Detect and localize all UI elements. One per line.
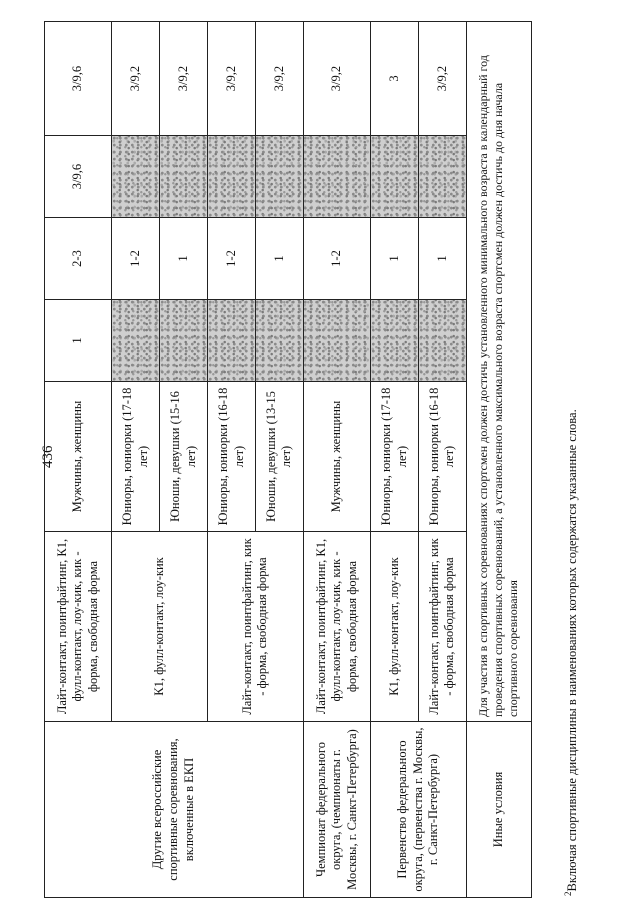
- category-cell: Юниоры, юниорки (17-18 лет): [112, 382, 160, 532]
- other-conditions-label: Иные условия: [466, 722, 531, 898]
- col-3-9-2-cell: 3/9,2: [255, 22, 303, 136]
- discipline-cell: Лайт-контакт, поинтфайтинг, К1, фулл-контакт, лоу-кик, кик - форма, свободная форма: [45, 532, 112, 722]
- table-row: [303, 22, 370, 898]
- footnote: [563, 409, 580, 896]
- place-2-3-cell: 1-2: [112, 218, 160, 300]
- col-3-9-2-cell: 3/9,2: [208, 22, 256, 136]
- footnote-mark: 2: [563, 891, 573, 896]
- place-2-3-cell: 1: [371, 218, 419, 300]
- col-3-9-2-cell: 3/9,2: [160, 22, 208, 136]
- discipline-cell: Лайт-контакт, поинтфайтинг, кик - форма, свободная форма: [419, 532, 467, 722]
- category-cell: Юниоры, юниорки (16-18 лет): [208, 382, 256, 532]
- empty-shaded-cell: [160, 136, 208, 218]
- col-3-9-2-cell: 3/9,2: [112, 22, 160, 136]
- empty-shaded-cell: [160, 300, 208, 382]
- empty-shaded-cell: [255, 300, 303, 382]
- empty-shaded-cell: [208, 300, 256, 382]
- empty-shaded-cell: [303, 136, 370, 218]
- requirements-table: [44, 21, 532, 898]
- empty-shaded-cell: [112, 300, 160, 382]
- event-cell: Первенство федерального округа, (первенства г. Москвы, г. Санкт-Петербурга): [371, 722, 467, 898]
- table-row: [45, 22, 112, 898]
- category-cell: Мужчины, женщины: [45, 382, 112, 532]
- event-cell: Другие всероссийские спортивные соревнования, включенные в ЕКП: [45, 722, 304, 898]
- empty-shaded-cell: [419, 300, 467, 382]
- col-3-9-2-cell: 3/9,2: [303, 22, 370, 136]
- empty-shaded-cell: [371, 300, 419, 382]
- empty-shaded-cell: [112, 136, 160, 218]
- empty-shaded-cell: [208, 136, 256, 218]
- category-cell: Юноши, девушки (15-16 лет): [160, 382, 208, 532]
- empty-shaded-cell: [303, 300, 370, 382]
- empty-shaded-cell: [371, 136, 419, 218]
- empty-shaded-cell: [255, 136, 303, 218]
- discipline-cell: Лайт-контакт, поинтфайтинг, К1, фулл-контакт, лоу-кик, кик - форма, свободная форма: [303, 532, 370, 722]
- other-conditions-text: Для участия в спортивных соревнованиях спортсмен должен достичь установленного минимального возраста в календарный год проведения спортивных соревнований, а установленного максимального возраста спортсмен должен достичь до дня начала спортивного соревнования: [466, 22, 531, 722]
- col-3-9-2-cell: 3/9,6: [45, 22, 112, 136]
- col-3-9-2-cell: 3: [371, 22, 419, 136]
- discipline-cell: К1, фулл-контакт, лоу-кик: [112, 532, 208, 722]
- discipline-cell: Лайт-контакт, поинтфайтинг, кик - форма, свободная форма: [208, 532, 304, 722]
- category-cell: Мужчины, женщины: [303, 382, 370, 532]
- place-1-cell: 1: [45, 300, 112, 382]
- place-2-3-cell: 2-3: [45, 218, 112, 300]
- place-2-3-cell: 1-2: [303, 218, 370, 300]
- table-row: [371, 22, 419, 898]
- footnote-text: Включая спортивные дисциплины в наименованиях которых содержатся указанные слова.: [565, 409, 580, 892]
- event-cell: Чемпионат федерального округа, (чемпионаты г. Москвы, г. Санкт-Петербурга): [303, 722, 370, 898]
- col-3-9-6-cell: 3/9,6: [45, 136, 112, 218]
- discipline-cell: К1, фулл-контакт, лоу-кик: [371, 532, 419, 722]
- empty-shaded-cell: [419, 136, 467, 218]
- place-2-3-cell: 1: [160, 218, 208, 300]
- category-cell: Юниоры, юниорки (16-18 лет): [419, 382, 467, 532]
- col-3-9-2-cell: 3/9,2: [419, 22, 467, 136]
- page-number: 436: [40, 445, 56, 468]
- place-2-3-cell: 1: [419, 218, 467, 300]
- table-row: [466, 22, 531, 898]
- place-2-3-cell: 1: [255, 218, 303, 300]
- category-cell: Юноши, девушки (13-15 лет): [255, 382, 303, 532]
- category-cell: Юниоры, юниорки (17-18 лет): [371, 382, 419, 532]
- place-2-3-cell: 1-2: [208, 218, 256, 300]
